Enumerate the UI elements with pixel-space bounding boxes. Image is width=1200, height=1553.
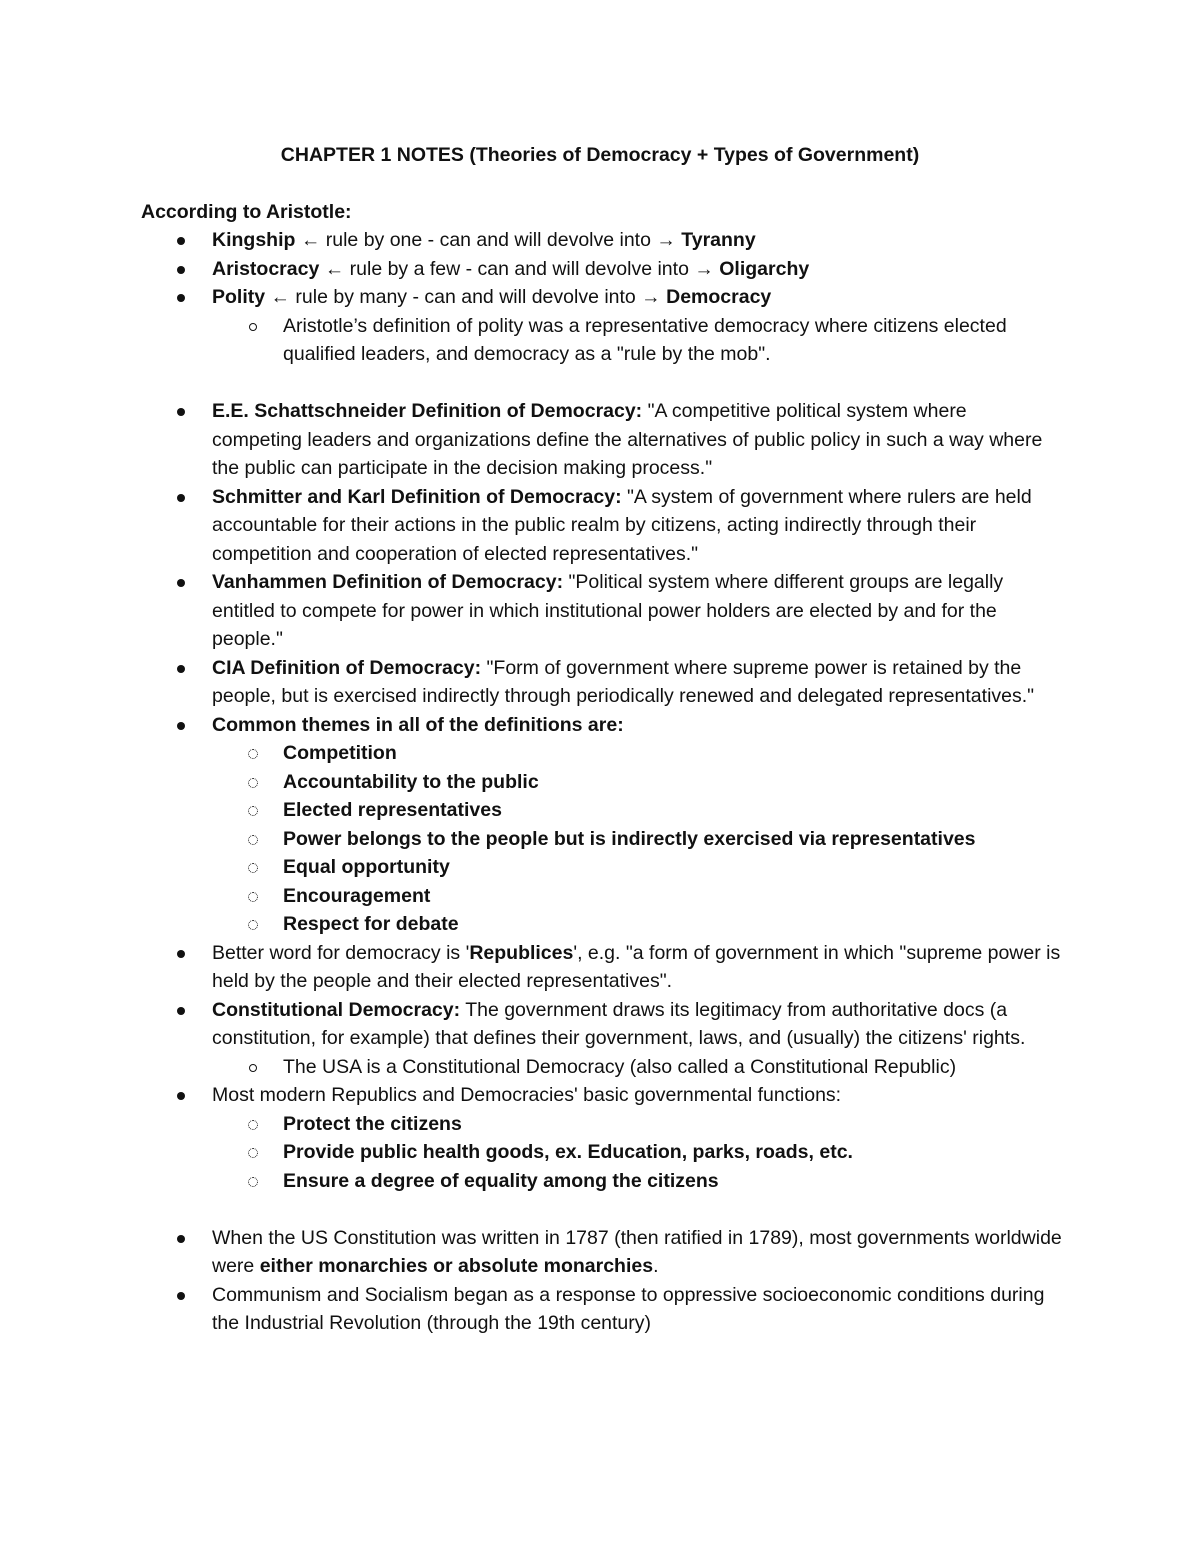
list-item-definition [0,397,1200,483]
list-item-text: Elected representatives [283,799,502,821]
bullet-icon [177,266,185,274]
term-result: Oligarchy [719,257,810,280]
definition-text: "A system of government where rulers are held accountable for their actions in the public realm by citizens, acting indirectly through their competition and cooperation of elected representatives." [212,485,1032,565]
term-description: ← rule by many - can and will devolve into → [265,286,667,308]
term-result: Tyranny [681,229,756,251]
list-item-republics [0,939,1200,996]
term-description: ← rule by a few - can and will devolve into → [319,257,720,280]
list-item-communism [0,1281,1200,1338]
list-item-text [212,283,1062,312]
term-result: Democracy [666,286,772,308]
hollow-bullet-icon [249,323,257,331]
definition-label: Schmitter and Karl Definition of Democracy: [212,485,622,508]
constitution-text-before: When the US Constitution was written in 1787 (then ratified in 1789), most governments worldwide were [212,1226,1062,1277]
dotted-bullet-icon [248,1177,258,1187]
term-label: Kingship [212,229,296,251]
list-subitem-theme [0,825,1200,854]
bullet-icon [177,665,185,673]
list-subitem-theme [0,739,1200,768]
list-item-text: Most modern Republics and Democracies' basic governmental functions: [212,1084,842,1106]
list-item-text: The USA is a Constitutional Democracy (also called a Constitutional Republic) [283,1055,957,1078]
constitutional-label: Constitutional Democracy: [212,998,461,1021]
list-item-text: Encouragement [283,884,431,907]
list-item-text: Ensure a degree of equality among the citizens [283,1169,719,1192]
list-item-text [212,1224,1062,1281]
list-subitem-theme [0,910,1200,939]
list-item-themes [0,711,1200,740]
list-subitem-theme [0,882,1200,911]
notes-list [0,226,1200,1338]
list-subitem-theme [0,796,1200,825]
bullet-icon [177,722,185,730]
dotted-bullet-icon [248,892,258,902]
list-item-text: Competition [283,742,397,764]
list-item-text: Protect the citizens [283,1112,462,1135]
page-title: CHAPTER 1 NOTES (Theories of Democracy + Types of Government) [280,144,920,166]
list-subitem-polity-note [0,312,1200,369]
list-item-text: Communism and Socialism began as a response to oppressive socioeconomic conditions during the Industrial Revolution (through the 19th century) [212,1283,1045,1334]
bullet-icon [177,579,185,587]
constitution-bold: either monarchies or absolute monarchies [259,1255,654,1277]
list-item-text [212,568,1062,654]
republics-bold: Republices [469,941,574,964]
list-item-functions [0,1081,1200,1110]
list-item-text [212,255,1062,284]
definition-text: "Political system where different groups are legally entitled to compete for power in which institutional power holders are elected by and for the people." [212,571,1004,650]
dotted-bullet-icon [248,806,258,816]
bullet-icon [177,1292,185,1300]
list-item-definition [0,568,1200,654]
bullet-icon [177,950,185,958]
definition-text: "A competitive political system where competing leaders and organizations define the alternatives of public policy in such a way where the public can participate in the decision making process." [212,400,1043,479]
list-item-text [212,483,1062,569]
republics-text-before: Better word for democracy is ' [212,941,470,964]
constitution-text-after: . [653,1255,659,1277]
bullet-icon [177,494,185,502]
list-item-kingship [0,226,1200,255]
list-item-text: Equal opportunity [283,856,450,878]
list-item-text: Common themes in all of the definitions are: [212,713,624,736]
list-item-text: Respect for debate [283,913,459,935]
list-item-polity [0,283,1200,312]
aristotle-heading: According to Aristotle: [141,201,352,223]
definition-label: CIA Definition of Democracy: [212,656,482,679]
list-item-text: Accountability to the public [283,770,539,793]
list-item-text [212,654,1062,711]
term-label: Aristocracy [212,257,320,280]
dotted-bullet-icon [248,835,258,845]
list-item-text: Provide public health goods, ex. Education, parks, roads, etc. [283,1141,853,1163]
list-subitem-function [0,1167,1200,1196]
term-description: ← rule by one - can and will devolve into → [295,229,682,251]
bullet-icon [177,1092,185,1100]
list-item-constitutional [0,996,1200,1053]
list-item-definition [0,483,1200,569]
list-item-text [212,226,1062,255]
list-item-definition [0,654,1200,711]
dotted-bullet-icon [248,1120,258,1130]
list-item-text: Power belongs to the people but is indirectly exercised via representatives [283,827,976,850]
dotted-bullet-icon [248,863,258,873]
bullet-icon [177,1235,185,1243]
list-subitem-function [0,1110,1200,1139]
list-item-text [212,939,1062,996]
hollow-bullet-icon [249,1064,257,1072]
list-item-constitution-1787 [0,1224,1200,1281]
list-item-text [212,996,1062,1053]
list-subitem-theme [0,768,1200,797]
bullet-icon [177,237,185,245]
spacer [0,1195,1200,1224]
bullet-icon [177,408,185,416]
dotted-bullet-icon [248,920,258,930]
list-item-text: Aristotle’s definition of polity was a representative democracy where citizens elected qualified leaders, and democracy as a "rule by the mob". [283,314,1007,365]
dotted-bullet-icon [248,1148,258,1158]
bullet-icon [177,294,185,302]
list-subitem-function [0,1138,1200,1167]
list-subitem-theme [0,853,1200,882]
list-item-text [212,397,1062,483]
definition-label: Vanhammen Definition of Democracy: [212,571,564,593]
list-item-aristocracy [0,255,1200,284]
bullet-icon [177,1007,185,1015]
dotted-bullet-icon [248,778,258,788]
dotted-bullet-icon [248,749,258,759]
definition-label: E.E. Schattschneider Definition of Democracy: [212,400,643,422]
republics-text-after: ', e.g. "a form of government in which "supreme power is held by the people and their elected representatives". [212,941,1061,992]
definition-text: "Form of government where supreme power is retained by the people, but is exercised indirectly through periodically renewed and delegated representatives." [212,656,1035,707]
list-subitem-usa [0,1053,1200,1082]
term-label: Polity [212,286,266,308]
constitutional-text: The government draws its legitimacy from authoritative docs (a constitution, for example) that defines their government, laws, and (usually) the citizens' rights. [212,998,1026,1049]
spacer [0,369,1200,398]
